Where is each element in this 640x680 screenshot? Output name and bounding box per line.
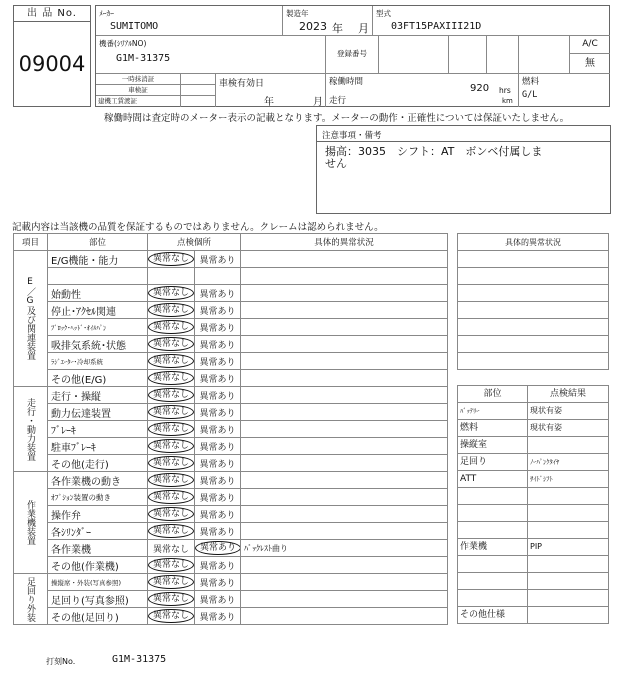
- option-ng[interactable]: [195, 251, 241, 268]
- part-label: [48, 268, 148, 285]
- ok-label: 異常なし: [152, 544, 189, 555]
- option-ok[interactable]: [148, 421, 195, 438]
- header-detail: 具体的異常状況: [241, 234, 448, 251]
- result-value: [528, 607, 609, 624]
- part-label: 駐車ﾌﾞﾚｰｷ: [48, 438, 148, 455]
- inspection-row: [14, 557, 448, 574]
- ng-label: 異常あり: [199, 357, 236, 368]
- hours-value: 920: [470, 83, 490, 94]
- serial-label: 機番(ｼﾘｱﾙNO): [99, 39, 147, 48]
- ok-label: 異常なし: [148, 490, 194, 504]
- right-detail-row: [458, 285, 609, 302]
- option-ok[interactable]: [148, 574, 195, 591]
- hours-note: 稼働時間は査定時のメーター表示の記載となります。メーターの動作・正確性については保証いたしません。: [104, 113, 570, 124]
- registration-field-1: [379, 36, 449, 74]
- detail-cell: [241, 608, 448, 625]
- right-detail-row: [458, 353, 609, 370]
- cert-label-construction: 建機工賃渡証: [96, 96, 181, 107]
- fuel-label: 燃料: [522, 77, 540, 87]
- ng-label: 異常あり: [199, 255, 236, 266]
- detail-cell: [241, 506, 448, 523]
- maker-value: SUMITOMO: [110, 21, 159, 32]
- part-label: ﾗｼﾞｴｰﾀｰ･冷却系統: [48, 353, 148, 370]
- header-part: 部位: [48, 234, 148, 251]
- inspection-row: [14, 285, 448, 302]
- ok-label: 異常なし: [148, 439, 194, 453]
- ng-label: 異常あり: [199, 306, 236, 317]
- part-label: ﾌﾞﾛｯｸ･ﾍｯﾄﾞ･ｵｲﾙﾊﾟﾝ: [48, 319, 148, 336]
- part-label: 各ｼﾘﾝﾀﾞｰ: [48, 523, 148, 540]
- ok-label: 異常なし: [148, 592, 194, 606]
- part-label: ｵﾌﾟｼｮﾝ装置の動き: [48, 489, 148, 506]
- result-value: [528, 488, 609, 505]
- ng-label: 異常あり: [199, 578, 236, 589]
- cert-check-construction: [181, 96, 216, 107]
- cert-check-inspection: [181, 85, 216, 96]
- ok-label: 異常なし: [148, 388, 194, 402]
- remarks-box: [316, 125, 611, 214]
- part-label: 各作業機の動き: [48, 472, 148, 489]
- option-ok[interactable]: [148, 506, 195, 523]
- stamp-value: G1M-31375: [112, 654, 167, 665]
- ng-label: 異常あり: [199, 425, 236, 436]
- result-part: [458, 573, 528, 590]
- category-label: 走行・動力装置: [14, 387, 48, 472]
- inspection-row: [14, 302, 448, 319]
- part-label: その他(走行): [48, 455, 148, 472]
- year-unit: 年: [332, 22, 343, 35]
- option-ng[interactable]: [195, 574, 241, 591]
- right-detail-row: [458, 302, 609, 319]
- model-value: 03FT15PAXIII21D: [391, 21, 482, 32]
- category-label: 足回り外装: [14, 574, 48, 625]
- option-ok[interactable]: [148, 608, 195, 625]
- detail-cell: [241, 268, 448, 285]
- inspection-row: [14, 591, 448, 608]
- ok-label: 異常なし: [148, 354, 194, 368]
- inspection-row: [14, 574, 448, 591]
- detail-cell: [241, 438, 448, 455]
- ok-label: 異常なし: [148, 575, 194, 589]
- result-value: ｻｲﾄﾞｼﾌﾄ: [528, 471, 609, 488]
- hours-travel-cell: [326, 74, 519, 107]
- option-ng[interactable]: [195, 285, 241, 302]
- right-detail-row: [458, 251, 609, 268]
- fuel-cell: [519, 74, 610, 107]
- inspection-row: [14, 319, 448, 336]
- ok-label: 異常なし: [148, 456, 194, 470]
- ok-label: 異常なし: [148, 303, 194, 317]
- option-ok[interactable]: [148, 285, 195, 302]
- inspection-month-unit: 月: [313, 97, 323, 107]
- ng-label: 異常あり: [199, 340, 236, 351]
- ng-label: 異常あり: [199, 374, 236, 385]
- option-ok[interactable]: [148, 557, 195, 574]
- ok-label: 異常なし: [148, 422, 194, 436]
- header-check: 点検個所: [148, 234, 241, 251]
- part-label: 操作弁: [48, 506, 148, 523]
- detail-cell: [241, 251, 448, 268]
- part-label: その他(足回り): [48, 608, 148, 625]
- ng-label: 異常あり: [199, 493, 236, 504]
- option-ok[interactable]: [148, 404, 195, 421]
- ng-label: 異常あり: [199, 510, 236, 521]
- result-part: [458, 522, 528, 539]
- inspection-row: [14, 421, 448, 438]
- detail-cell: [241, 319, 448, 336]
- ng-label: 異常あり: [199, 442, 236, 453]
- inspection-row: [14, 472, 448, 489]
- serial-value: G1M-31375: [116, 53, 171, 64]
- part-label: ﾌﾞﾚｰｷ: [48, 421, 148, 438]
- ok-label: 異常なし: [148, 371, 194, 385]
- detail-cell: [241, 302, 448, 319]
- part-label: 操縦席・外装(写真参照): [48, 574, 148, 591]
- maker-cell: [96, 6, 283, 36]
- part-label: 足回り(写真参照): [48, 591, 148, 608]
- detail-cell: [241, 472, 448, 489]
- right-result-row: [458, 590, 609, 607]
- detail-cell: [241, 404, 448, 421]
- right-detail-cell: [458, 336, 609, 353]
- model-cell: [373, 6, 610, 36]
- detail-cell: [241, 370, 448, 387]
- result-value: ﾉｰﾊﾟﾝｸﾀｲﾔ: [528, 454, 609, 471]
- ac-value: 無: [570, 54, 610, 74]
- category-label: E／G及び関連装置: [14, 251, 48, 387]
- right-results-table: [457, 385, 609, 624]
- result-part: ﾊﾞｯﾃﾘｰ: [458, 403, 528, 420]
- detail-cell: [241, 387, 448, 404]
- right-results-header-result: 点検結果: [528, 386, 609, 403]
- right-result-row: [458, 471, 609, 488]
- remarks-label: 注意事項・備考: [317, 126, 610, 142]
- option-ok[interactable]: [148, 438, 195, 455]
- inspection-row: [14, 455, 448, 472]
- inspection-row: [14, 404, 448, 421]
- inspection-row: [14, 540, 448, 557]
- right-detail-row: [458, 319, 609, 336]
- maker-label: ﾒｰｶｰ: [99, 9, 114, 18]
- right-detail-cell: [458, 251, 609, 268]
- detail-cell: [241, 455, 448, 472]
- inspection-row: [14, 608, 448, 625]
- ng-label: 異常あり: [199, 391, 236, 402]
- inspection-table: [13, 233, 448, 625]
- right-detail-table: [457, 233, 609, 370]
- part-label: 吸排気系統･状態: [48, 336, 148, 353]
- ok-label: 異常なし: [148, 320, 194, 334]
- right-result-row: [458, 488, 609, 505]
- category-label: 作業機装置: [14, 472, 48, 574]
- result-value: 現状有姿: [528, 420, 609, 437]
- option-ng[interactable]: [195, 370, 241, 387]
- option-ok[interactable]: [148, 302, 195, 319]
- registration-label-cell: [326, 36, 379, 74]
- inspection-row: [14, 438, 448, 455]
- result-value: [528, 505, 609, 522]
- right-detail-header-row: [458, 234, 609, 251]
- option-ok[interactable]: [148, 455, 195, 472]
- ng-label: 異常あり: [199, 595, 236, 606]
- stamp-label: 打刻No.: [46, 657, 76, 666]
- ok-label: 異常なし: [148, 473, 194, 487]
- detail-cell: ﾊﾞｯｸﾚｽﾄ曲り: [241, 540, 448, 557]
- ok-label: 異常なし: [148, 558, 194, 572]
- result-value: [528, 556, 609, 573]
- option-ok[interactable]: [148, 353, 195, 370]
- ng-label: 異常あり: [199, 289, 236, 300]
- right-result-row: [458, 420, 609, 437]
- result-part: [458, 505, 528, 522]
- option-ng[interactable]: [195, 302, 241, 319]
- right-detail-cell: [458, 302, 609, 319]
- result-value: [528, 522, 609, 539]
- registration-field-3: [487, 36, 519, 74]
- model-label: 型式: [376, 9, 391, 18]
- option-ng[interactable]: [195, 336, 241, 353]
- right-result-row: [458, 539, 609, 556]
- inspection-row: [14, 251, 448, 268]
- ok-label: 異常なし: [148, 524, 194, 538]
- detail-cell: [241, 523, 448, 540]
- detail-cell: [241, 285, 448, 302]
- right-result-row: [458, 556, 609, 573]
- result-part: 足回り: [458, 454, 528, 471]
- right-detail-cell: [458, 353, 609, 370]
- option-ng[interactable]: [195, 319, 241, 336]
- option-ok[interactable]: [148, 319, 195, 336]
- inspection-valid-label: 車検有効日: [219, 79, 265, 89]
- ok-label: 異常なし: [148, 337, 194, 351]
- inspection-row: [14, 268, 448, 285]
- cert-label-inspection: 車検証: [96, 85, 181, 96]
- registration-field-4: [519, 36, 570, 74]
- right-results-header-part: 部位: [458, 386, 528, 403]
- ng-label: 異常あり: [199, 612, 236, 623]
- ok-label: 異常なし: [148, 286, 194, 300]
- option-ng[interactable]: [195, 523, 241, 540]
- detail-cell: [241, 574, 448, 591]
- disclaimer: 記載内容は当該機の品質を保証するものではありません。クレームは認められません。: [12, 222, 384, 233]
- right-result-row: [458, 522, 609, 539]
- option-ok[interactable]: [148, 387, 195, 404]
- right-detail-row: [458, 336, 609, 353]
- right-detail-cell: [458, 319, 609, 336]
- part-label: その他(E/G): [48, 370, 148, 387]
- month-unit: 月: [358, 22, 369, 35]
- lot-number-box: [13, 5, 91, 107]
- part-label: E/G機能・能力: [48, 251, 148, 268]
- ng-label: 異常あり: [199, 527, 236, 538]
- ng-label: 異常あり: [199, 323, 236, 334]
- option-ng[interactable]: [195, 540, 241, 557]
- right-result-row: [458, 454, 609, 471]
- right-detail-cell: [458, 285, 609, 302]
- part-label: 走行・操縦: [48, 387, 148, 404]
- fuel-value: G/L: [522, 90, 538, 100]
- option-ok[interactable]: [148, 268, 195, 285]
- option-ng[interactable]: [195, 591, 241, 608]
- inspection-row: [14, 387, 448, 404]
- right-detail-cell: [458, 268, 609, 285]
- option-ok[interactable]: [148, 370, 195, 387]
- travel-label: 走行: [329, 96, 347, 106]
- inspection-row: [14, 523, 448, 540]
- part-label: 動力伝達装置: [48, 404, 148, 421]
- detail-cell: [241, 557, 448, 574]
- option-ok[interactable]: [148, 472, 195, 489]
- option-ok[interactable]: [148, 540, 195, 557]
- header-category: 項目: [14, 234, 48, 251]
- inspection-row: [14, 370, 448, 387]
- ok-label: 異常なし: [148, 405, 194, 419]
- inspection-row: [14, 506, 448, 523]
- right-result-row: [458, 607, 609, 624]
- option-ng[interactable]: [195, 387, 241, 404]
- result-value: [528, 590, 609, 607]
- option-ok[interactable]: [148, 336, 195, 353]
- option-ok[interactable]: [148, 251, 195, 268]
- remarks-text: 揚高：3035 シフト：AT ボンベ付属しません: [325, 145, 543, 170]
- ng-label: 異常あり: [199, 459, 236, 470]
- year-label: 製造年: [286, 9, 309, 18]
- registration-field-2: [449, 36, 487, 74]
- right-result-row: [458, 505, 609, 522]
- right-results-header-row: [458, 386, 609, 403]
- detail-cell: [241, 591, 448, 608]
- ng-label: 異常あり: [199, 408, 236, 419]
- result-part: [458, 488, 528, 505]
- result-part: 作業機: [458, 539, 528, 556]
- option-ng[interactable]: [195, 489, 241, 506]
- inspection-row: [14, 353, 448, 370]
- option-ng[interactable]: [195, 438, 241, 455]
- year-value: 2023: [299, 20, 327, 33]
- inspection-year-unit: 年: [264, 97, 274, 107]
- option-ok[interactable]: [148, 489, 195, 506]
- right-result-row: [458, 437, 609, 454]
- option-ng[interactable]: [195, 353, 241, 370]
- part-label: 停止･ｱｸｾﾙ関連: [48, 302, 148, 319]
- ok-label: 異常なし: [148, 609, 194, 623]
- detail-cell: [241, 421, 448, 438]
- option-ng[interactable]: [195, 421, 241, 438]
- result-part: [458, 556, 528, 573]
- option-ng[interactable]: [195, 506, 241, 523]
- option-ok[interactable]: [148, 591, 195, 608]
- ng-label: 異常あり: [195, 541, 241, 555]
- hours-unit: hrs: [499, 86, 511, 95]
- result-value: PIP: [528, 539, 609, 556]
- travel-unit: km: [502, 97, 513, 105]
- inspection-header-row: [14, 234, 448, 251]
- result-value: [528, 573, 609, 590]
- ng-label: 異常あり: [199, 476, 236, 487]
- ok-label: 異常なし: [148, 507, 194, 521]
- detail-cell: [241, 489, 448, 506]
- right-detail-row: [458, 268, 609, 285]
- ok-label: 異常なし: [148, 252, 194, 266]
- option-ng[interactable]: [195, 268, 241, 285]
- result-part: その他仕様: [458, 607, 528, 624]
- registration-label: 登録番号: [337, 49, 367, 58]
- option-ng[interactable]: [195, 557, 241, 574]
- year-cell: [283, 6, 373, 36]
- lot-number-label: 出 品 No.: [14, 6, 90, 22]
- result-value: [528, 437, 609, 454]
- cert-label-temp-cancel: 一時抹消証: [96, 74, 181, 85]
- result-part: 操縦室: [458, 437, 528, 454]
- serial-cell: [96, 36, 326, 74]
- vehicle-info-header: [95, 5, 610, 107]
- right-detail-header: 具体的異常状況: [458, 234, 609, 251]
- result-part: [458, 590, 528, 607]
- ac-label: A/C: [570, 36, 610, 54]
- detail-cell: [241, 353, 448, 370]
- part-label: その他(作業機): [48, 557, 148, 574]
- right-result-row: [458, 403, 609, 420]
- part-label: 各作業機: [48, 540, 148, 557]
- result-part: ATT: [458, 471, 528, 488]
- part-label: 始動性: [48, 285, 148, 302]
- cert-check-temp-cancel: [181, 74, 216, 85]
- inspection-row: [14, 489, 448, 506]
- hours-label: 稼働時間: [329, 77, 364, 87]
- option-ng[interactable]: [195, 455, 241, 472]
- option-ok[interactable]: [148, 523, 195, 540]
- inspection-row: [14, 336, 448, 353]
- ng-label: 異常あり: [199, 561, 236, 572]
- detail-cell: [241, 336, 448, 353]
- result-value: 現状有姿: [528, 403, 609, 420]
- right-result-row: [458, 573, 609, 590]
- option-ng[interactable]: [195, 472, 241, 489]
- option-ng[interactable]: [195, 404, 241, 421]
- option-ng[interactable]: [195, 608, 241, 625]
- inspection-valid-cell: [216, 74, 326, 107]
- result-part: 燃料: [458, 420, 528, 437]
- lot-number: 09004: [18, 52, 86, 76]
